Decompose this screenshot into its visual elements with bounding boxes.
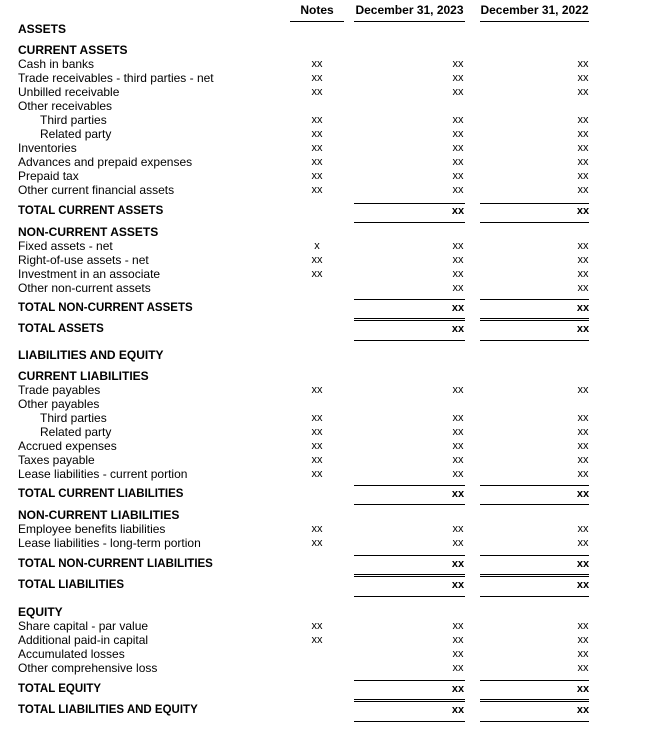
row-fixed-assets-net bbox=[0, 239, 666, 253]
row-label: CURRENT LIABILITIES bbox=[18, 369, 149, 383]
cell-notes: xx bbox=[311, 620, 323, 632]
cell-y2023: xx bbox=[451, 488, 465, 500]
subtotal-rule-bottom-c2023 bbox=[354, 318, 465, 319]
subtotal-rule-top-c2023 bbox=[354, 299, 465, 300]
row-lease-liabilities-long-term-portion bbox=[0, 536, 666, 550]
cell-notes: xx bbox=[311, 268, 323, 280]
subtotal-rule-bottom-c2022 bbox=[480, 574, 589, 575]
cell-notes: xx bbox=[311, 412, 323, 424]
cell-y2023: xx bbox=[452, 114, 464, 126]
cell-y2023: xx bbox=[451, 323, 465, 335]
cell-y2022: xx bbox=[577, 440, 589, 452]
cell-y2023: xx bbox=[452, 156, 464, 168]
row-label: NON-CURRENT ASSETS bbox=[18, 225, 159, 239]
cell-y2023: xx bbox=[452, 268, 464, 280]
row-taxes-payable bbox=[0, 453, 666, 467]
cell-y2022: xx bbox=[577, 114, 589, 126]
row-employee-benefits-liabilities bbox=[0, 522, 666, 536]
row-third-parties bbox=[0, 411, 666, 425]
row-label: Advances and prepaid expenses bbox=[18, 155, 193, 169]
cell-y2023: xx bbox=[452, 128, 464, 140]
row-label: Accumulated losses bbox=[18, 647, 125, 661]
header-december-2023: December 31, 2023 bbox=[355, 3, 464, 17]
row-label: Prepaid tax bbox=[18, 169, 79, 183]
cell-y2023: xx bbox=[452, 384, 464, 396]
cell-y2023: xx bbox=[452, 634, 464, 646]
row-label: Other non-current assets bbox=[18, 281, 151, 295]
row-label: Trade receivables - third parties - net bbox=[18, 71, 214, 85]
subtotal-rule-bottom-c2022 bbox=[480, 721, 589, 722]
row-prepaid-tax bbox=[0, 169, 666, 183]
cell-y2022: xx bbox=[577, 86, 589, 98]
cell-y2023: xx bbox=[452, 86, 464, 98]
cell-y2022: xx bbox=[577, 634, 589, 646]
row-label: TOTAL ASSETS bbox=[18, 323, 104, 335]
cell-y2023: xx bbox=[452, 282, 464, 294]
cell-y2023: xx bbox=[452, 662, 464, 674]
subtotal-rule-top-c2022 bbox=[480, 555, 589, 556]
subtotal-rule-bottom-c2023 bbox=[354, 699, 465, 700]
cell-notes: xx bbox=[311, 156, 323, 168]
cell-y2023: xx bbox=[452, 537, 464, 549]
row-trade-payables bbox=[0, 383, 666, 397]
row-investment-in-an-associate bbox=[0, 267, 666, 281]
cell-notes: xx bbox=[311, 440, 323, 452]
subtotal-rule-bottom-c2023 bbox=[354, 574, 465, 575]
row-label: Taxes payable bbox=[18, 453, 95, 467]
subtotal-rule-bottom-c2023 bbox=[354, 340, 465, 341]
subtotal-rule-top-c2023 bbox=[354, 701, 465, 702]
cell-y2022: xx bbox=[577, 648, 589, 660]
header-notes: Notes bbox=[300, 3, 334, 17]
subtotal-rule-top-c2023 bbox=[354, 576, 465, 577]
cell-y2022: xx bbox=[576, 323, 590, 335]
cell-y2022: xx bbox=[577, 384, 589, 396]
cell-y2022: xx bbox=[576, 205, 590, 217]
cell-y2023: xx bbox=[452, 184, 464, 196]
row-other-non-current-assets bbox=[0, 281, 666, 295]
subtotal-rule-top-c2022 bbox=[480, 485, 589, 486]
cell-notes: xx bbox=[311, 523, 323, 535]
subtotal-rule-bottom-c2022 bbox=[480, 699, 589, 700]
cell-y2022: xx bbox=[577, 468, 589, 480]
row-lease-liabilities-current-portion bbox=[0, 467, 666, 481]
row-inventories bbox=[0, 141, 666, 155]
row-label: Related party bbox=[40, 127, 112, 141]
cell-y2022: xx bbox=[577, 662, 589, 674]
row-label: Other payables bbox=[18, 397, 100, 411]
row-label: Lease liabilities - current portion bbox=[18, 467, 188, 481]
cell-y2023: xx bbox=[451, 558, 465, 570]
cell-y2022: xx bbox=[577, 184, 589, 196]
cell-y2023: xx bbox=[452, 72, 464, 84]
row-right-of-use-assets-net bbox=[0, 253, 666, 267]
cell-y2022: xx bbox=[577, 268, 589, 280]
row-label: TOTAL CURRENT ASSETS bbox=[18, 205, 164, 217]
cell-notes: xx bbox=[311, 170, 323, 182]
cell-y2022: xx bbox=[577, 620, 589, 632]
row-total-liabilities bbox=[0, 578, 666, 592]
subtotal-rule-bottom-c2022 bbox=[480, 504, 589, 505]
cell-notes: xx bbox=[311, 254, 323, 266]
cell-y2022: xx bbox=[577, 142, 589, 154]
row-third-parties bbox=[0, 113, 666, 127]
row-total-current-assets bbox=[0, 204, 666, 218]
row-related-party bbox=[0, 127, 666, 141]
cell-y2023: xx bbox=[451, 683, 465, 695]
subtotal-rule-top-c2023 bbox=[354, 485, 465, 486]
row-share-capital-par-value bbox=[0, 619, 666, 633]
cell-y2022: xx bbox=[577, 240, 589, 252]
cell-y2022: xx bbox=[577, 128, 589, 140]
cell-notes: xx bbox=[311, 468, 323, 480]
row-assets bbox=[0, 22, 666, 36]
row-total-equity bbox=[0, 682, 666, 696]
row-liabilities-and-equity bbox=[0, 348, 666, 362]
row-label: TOTAL NON-CURRENT ASSETS bbox=[18, 302, 193, 314]
subtotal-rule-top-c2022 bbox=[480, 576, 589, 577]
row-unbilled-receivable bbox=[0, 85, 666, 99]
cell-y2022: xx bbox=[577, 537, 589, 549]
row-total-current-liabilities bbox=[0, 487, 666, 501]
cell-y2022: xx bbox=[576, 558, 590, 570]
row-other-payables bbox=[0, 397, 666, 411]
cell-y2022: xx bbox=[576, 302, 590, 314]
subtotal-rule-bottom-c2022 bbox=[480, 318, 589, 319]
subtotal-rule-top-c2023 bbox=[354, 680, 465, 681]
header-december-2022: December 31, 2022 bbox=[480, 3, 589, 17]
cell-y2023: xx bbox=[452, 58, 464, 70]
row-label: EQUITY bbox=[18, 605, 63, 619]
cell-y2023: xx bbox=[452, 142, 464, 154]
subtotal-rule-bottom-c2023 bbox=[354, 596, 465, 597]
cell-y2022: xx bbox=[576, 579, 590, 591]
cell-notes: x bbox=[314, 240, 320, 252]
cell-y2022: xx bbox=[577, 170, 589, 182]
row-related-party bbox=[0, 425, 666, 439]
cell-y2022: xx bbox=[577, 156, 589, 168]
subtotal-rule-bottom-c2022 bbox=[480, 222, 589, 223]
row-total-non-current-assets bbox=[0, 301, 666, 315]
cell-y2022: xx bbox=[577, 282, 589, 294]
row-accumulated-losses bbox=[0, 647, 666, 661]
cell-y2023: xx bbox=[452, 648, 464, 660]
cell-y2023: xx bbox=[452, 620, 464, 632]
row-label: NON-CURRENT LIABILITIES bbox=[18, 508, 180, 522]
row-label: Additional paid-in capital bbox=[18, 633, 149, 647]
row-total-assets bbox=[0, 322, 666, 336]
cell-notes: xx bbox=[311, 634, 323, 646]
cell-notes: xx bbox=[311, 184, 323, 196]
row-trade-receivables-third-parties-net bbox=[0, 71, 666, 85]
row-label: Inventories bbox=[18, 141, 77, 155]
cell-notes: xx bbox=[311, 142, 323, 154]
cell-y2022: xx bbox=[577, 254, 589, 266]
row-other-current-financial-assets bbox=[0, 183, 666, 197]
cell-notes: xx bbox=[311, 537, 323, 549]
row-label: TOTAL CURRENT LIABILITIES bbox=[18, 488, 184, 500]
row-advances-and-prepaid-expenses bbox=[0, 155, 666, 169]
subtotal-rule-top-c2023 bbox=[354, 203, 465, 204]
row-label: TOTAL LIABILITIES bbox=[18, 579, 125, 591]
row-label: Accrued expenses bbox=[18, 439, 117, 453]
subtotal-rule-top-c2023 bbox=[354, 320, 465, 321]
subtotal-rule-top-c2023 bbox=[354, 555, 465, 556]
row-total-liabilities-and-equity bbox=[0, 703, 666, 717]
row-label: CURRENT ASSETS bbox=[18, 43, 128, 57]
cell-y2023: xx bbox=[452, 170, 464, 182]
cell-notes: xx bbox=[311, 58, 323, 70]
subtotal-rule-bottom-c2023 bbox=[354, 504, 465, 505]
row-label: Share capital - par value bbox=[18, 619, 149, 633]
cell-notes: xx bbox=[311, 454, 323, 466]
subtotal-rule-bottom-c2022 bbox=[480, 596, 589, 597]
row-accrued-expenses bbox=[0, 439, 666, 453]
cell-y2023: xx bbox=[452, 240, 464, 252]
row-label: Right-of-use assets - net bbox=[18, 253, 149, 267]
row-non-current-assets bbox=[0, 225, 666, 239]
row-label: Third parties bbox=[40, 113, 107, 127]
row-label: Other current financial assets bbox=[18, 183, 175, 197]
cell-y2023: xx bbox=[452, 454, 464, 466]
subtotal-rule-top-c2022 bbox=[480, 320, 589, 321]
cell-notes: xx bbox=[311, 384, 323, 396]
row-label: Investment in an associate bbox=[18, 267, 161, 281]
row-label: TOTAL EQUITY bbox=[18, 683, 102, 695]
cell-y2023: xx bbox=[451, 579, 465, 591]
row-equity bbox=[0, 605, 666, 619]
subtotal-rule-top-c2022 bbox=[480, 680, 589, 681]
cell-y2023: xx bbox=[452, 426, 464, 438]
cell-y2022: xx bbox=[577, 58, 589, 70]
cell-notes: xx bbox=[311, 72, 323, 84]
cell-y2022: xx bbox=[577, 426, 589, 438]
cell-y2022: xx bbox=[577, 523, 589, 535]
cell-y2022: xx bbox=[576, 683, 590, 695]
row-additional-paid-in-capital bbox=[0, 633, 666, 647]
cell-y2022: xx bbox=[576, 488, 590, 500]
subtotal-rule-bottom-c2022 bbox=[480, 340, 589, 341]
cell-y2022: xx bbox=[577, 454, 589, 466]
cell-notes: xx bbox=[311, 128, 323, 140]
cell-notes: xx bbox=[311, 426, 323, 438]
cell-y2023: xx bbox=[451, 704, 465, 716]
row-label: Cash in banks bbox=[18, 57, 95, 71]
cell-y2022: xx bbox=[577, 412, 589, 424]
subtotal-rule-top-c2022 bbox=[480, 299, 589, 300]
cell-y2022: xx bbox=[577, 72, 589, 84]
row-other-comprehensive-loss bbox=[0, 661, 666, 675]
row-current-assets bbox=[0, 43, 666, 57]
row-label: Related party bbox=[40, 425, 112, 439]
row-current-liabilities bbox=[0, 369, 666, 383]
subtotal-rule-top-c2022 bbox=[480, 203, 589, 204]
row-total-non-current-liabilities bbox=[0, 557, 666, 571]
cell-y2023: xx bbox=[452, 412, 464, 424]
cell-y2023: xx bbox=[452, 254, 464, 266]
row-other-receivables bbox=[0, 99, 666, 113]
cell-notes: xx bbox=[311, 114, 323, 126]
row-label: TOTAL NON-CURRENT LIABILITIES bbox=[18, 558, 213, 570]
row-label: Other receivables bbox=[18, 99, 113, 113]
row-label: Third parties bbox=[40, 411, 107, 425]
row-label: Fixed assets - net bbox=[18, 239, 113, 253]
row-label: Lease liabilities - long-term portion bbox=[18, 536, 201, 550]
row-label: Employee benefits liabilities bbox=[18, 522, 166, 536]
row-label: Unbilled receivable bbox=[18, 85, 120, 99]
cell-y2023: xx bbox=[451, 302, 465, 314]
subtotal-rule-bottom-c2023 bbox=[354, 721, 465, 722]
row-label: Trade payables bbox=[18, 383, 101, 397]
cell-y2023: xx bbox=[452, 523, 464, 535]
subtotal-rule-top-c2022 bbox=[480, 701, 589, 702]
cell-y2023: xx bbox=[452, 468, 464, 480]
cell-y2023: xx bbox=[451, 205, 465, 217]
row-label: Other comprehensive loss bbox=[18, 661, 158, 675]
cell-y2022: xx bbox=[576, 704, 590, 716]
subtotal-rule-bottom-c2023 bbox=[354, 222, 465, 223]
cell-y2023: xx bbox=[452, 440, 464, 452]
row-label: ASSETS bbox=[18, 22, 67, 36]
row-label: TOTAL LIABILITIES AND EQUITY bbox=[18, 704, 198, 716]
row-label: LIABILITIES AND EQUITY bbox=[18, 348, 164, 362]
row-cash-in-banks bbox=[0, 57, 666, 71]
row-non-current-liabilities bbox=[0, 508, 666, 522]
cell-notes: xx bbox=[311, 86, 323, 98]
